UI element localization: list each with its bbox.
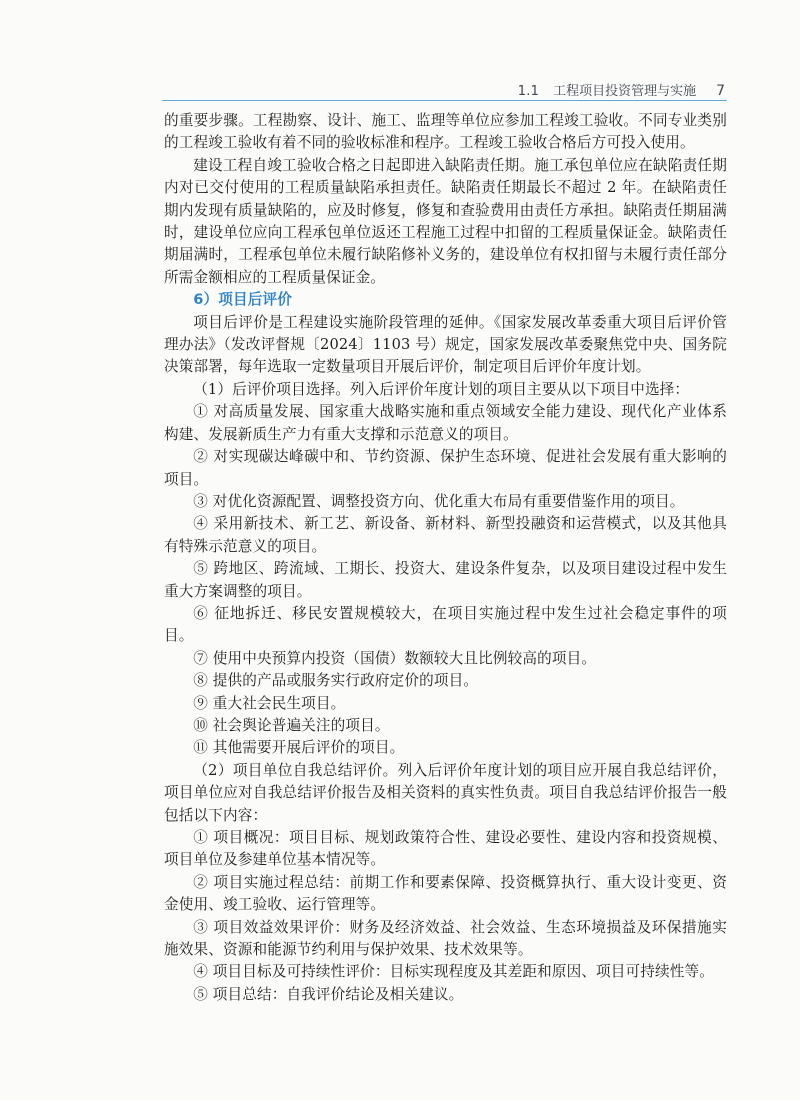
list-item: ④ 采用新技术、新工艺、新设备、新材料、新型投融资和运营模式，以及其他具有特殊示范意义的项目。	[164, 515, 727, 555]
list-item: ⑨ 重大社会民生项目。	[193, 694, 346, 712]
body-text	[164, 110, 727, 1006]
header-rule	[162, 100, 727, 101]
paragraph-defects-liability: 建设工程自竣工验收合格之日起即进入缺陷责任期。施工承包单位应在缺陷责任期内对已交付使用的工程质量缺陷承担责任。缺陷责任期最长不超过 2 年。在缺陷责任期内发现有质量缺陷的，应及时修复，修复和查验费用由责任方承担。缺陷责任期届满时，建设单位应向工程承包单位返还工程施工过程中扣留的工程质量保证金。缺陷责任期届满时，工程承包单位未履行缺陷修补义务的，建设单位有权扣留与未履行责任部分所需金额相应的工程质量保证金。	[164, 156, 727, 286]
paragraph-selection-intro: （1）后评价项目选择。列入后评价年度计划的项目主要从以下项目中选择：	[193, 380, 690, 398]
list-item: ③ 项目效益效果评价：财务及经济效益、社会效益、生态环境损益及环保措施实施效果、资源和能源节约利用与保护效果、技术效果等。	[164, 918, 727, 959]
paragraph-post-evaluation: 项目后评价是工程建设实施阶段管理的延伸。《国家发展改革委重大项目后评价管理办法》（发改评督规〔2024〕1103 号）规定，国家发展改革委聚焦党中央、国务院决策部署，每年选取一定数量项目开展后评价，制定项目后评价年度计划。	[164, 313, 727, 376]
list-item: ⑪ 其他需要开展后评价的项目。	[193, 739, 405, 757]
list-item: ⑩ 社会舆论普遍关注的项目。	[193, 716, 390, 734]
list-item: ① 项目概况：项目目标、规划政策符合性、建设必要性、建设内容和投资规模、项目单位及参建单位基本情况等。	[164, 829, 727, 869]
list-item: ⑤ 跨地区、跨流域、工期长、投资大、建设条件复杂，以及项目建设过程中发生重大方案调整的项目。	[164, 560, 727, 600]
section-number: 1.1	[517, 84, 540, 99]
list-item: ⑤ 项目总结：自我评价结论及相关建议。	[193, 985, 464, 1003]
list-item: ⑦ 使用中央预算内投资（国债）数额较大且比例较高的项目。	[193, 649, 597, 667]
paragraph-self-evaluation: （2）项目单位自我总结评价。列入后评价年度计划的项目应开展自我总结评价，项目单位应对自我总结评价报告及相关资料的真实性负责。项目自我总结评价报告一般包括以下内容：	[164, 761, 727, 824]
running-header	[518, 80, 725, 99]
list-item: ② 对实现碳达峰碳中和、节约资源、保护生态环境、促进社会发展有重大影响的项目。	[164, 448, 727, 488]
subsection-heading: 6）项目后评价	[193, 291, 292, 309]
paragraph-continued: 的重要步骤。工程勘察、设计、施工、监理等单位应参加工程竣工验收。不同专业类别的工程竣工验收有着不同的验收标准和程序。工程竣工验收合格后方可投入使用。	[164, 112, 727, 152]
page-number: 7	[716, 83, 725, 99]
list-item: ③ 对优化资源配置、调整投资方向、优化重大布局有重要借鉴作用的项目。	[193, 492, 685, 510]
list-item: ⑧ 提供的产品或服务实行政府定价的项目。	[193, 672, 479, 690]
section-title: 工程项目投资管理与实施	[553, 84, 697, 99]
list-item: ④ 项目目标及可持续性评价：目标实现程度及其差距和原因、项目可持续性等。	[193, 963, 715, 981]
list-item: ① 对高质量发展、国家重大战略实施和重点领域安全能力建设、现代化产业体系构建、发展新质生产力有重大支撑和示范意义的项目。	[164, 403, 727, 443]
list-item: ⑥ 征地拆迁、移民安置规模较大，在项目实施过程中发生过社会稳定事件的项目。	[164, 604, 727, 645]
list-item: ② 项目实施过程总结：前期工作和要素保障、投资概算执行、重大设计变更、资金使用、竣工验收、运行管理等。	[164, 873, 727, 914]
